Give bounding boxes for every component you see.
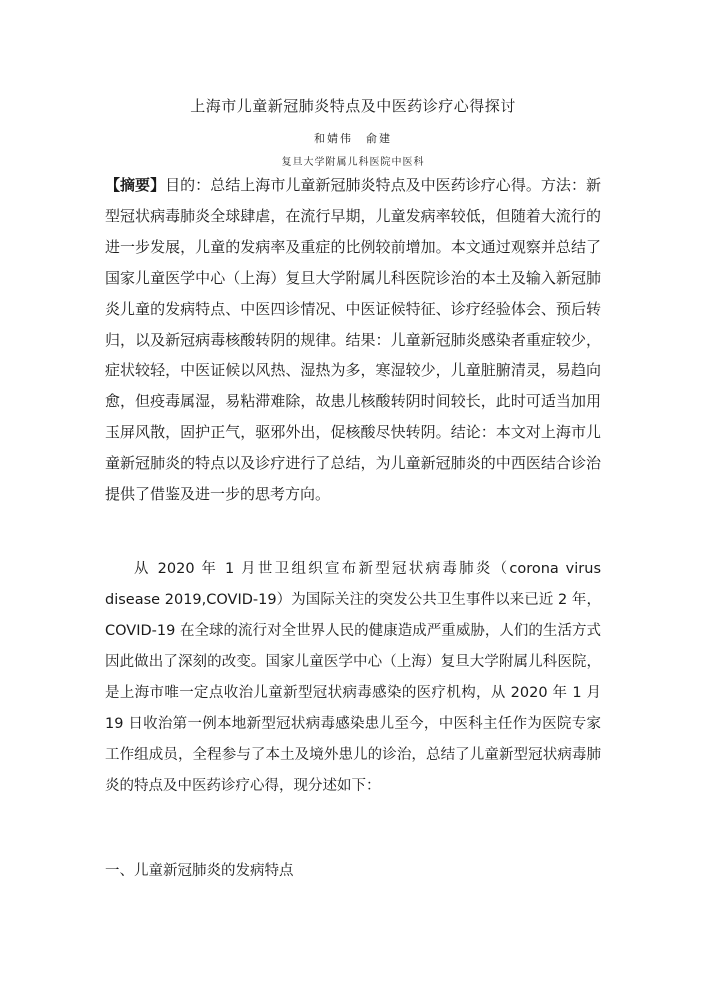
abstract-label: 【摘要】 [105, 176, 166, 194]
abstract-text: 目的：总结上海市儿童新冠肺炎特点及中医药诊疗心得。方法：新型冠状病毒肺炎全球肆虐，在流行早期，儿童发病率较低，但随着大流行的进一步发展，儿童的发病率及重症的比例较前增加。本文通过观察并总结了国家儿童医学中心（上海）复旦大学附属儿科医院诊治的本土及输入新冠肺炎儿童的发病特点、中医四诊情况、中医证候特征、诊疗经验体会、预后转归，以及新冠病毒核酸转阴的规律。结果：儿童新冠肺炎感染者重症较少，症状较轻，中医证候以风热、湿热为多，寒湿较少，儿童脏腑清灵，易趋向愈，但疫毒属湿，易粘滞难除，故患儿核酸转阴时间较长，此时可适当加用玉屏风散，固护正气，驱邪外出，促核酸尽快转阴。结论：本文对上海市儿童新冠肺炎的特点以及诊疗进行了总结，为儿童新冠肺炎的中西医结合诊治提供了借鉴及进一步的思考方向。 [105, 176, 601, 504]
intro-paragraph: 从 2020 年 1 月世卫组织宣布新型冠状病毒肺炎（corona virus disease 2019,COVID-19）为国际关注的突发公共卫生事件以来已近 2 年，COVID-19 在全球的流行对全世界人民的健康造成严重威胁，人们的生活方式因此做出了深刻的改变。国家儿童医学中心（上海）复旦大学附属儿科医院，是上海市唯一定点收治儿童新型冠状病毒感染的医疗机构，从 2020 年 1 月 19 日收治第一例本地新型冠状病毒感染患儿至今，中医科主任作为医院专家工作组成员，全程参与了本土及境外患儿的诊治，总结了儿童新型冠状病毒肺炎的特点及中医药诊疗心得，现分述如下： [105, 561, 601, 794]
paper-authors: 和婧伟 俞建 [314, 132, 392, 145]
paper-title: 上海市儿童新冠肺炎特点及中医药诊疗心得探讨 [190, 97, 516, 115]
section-heading: 一、儿童新冠肺炎的发病特点 [105, 863, 294, 879]
paper-affiliation: 复旦大学附属儿科医院中医科 [281, 157, 425, 168]
abstract-paragraph [105, 170, 601, 510]
